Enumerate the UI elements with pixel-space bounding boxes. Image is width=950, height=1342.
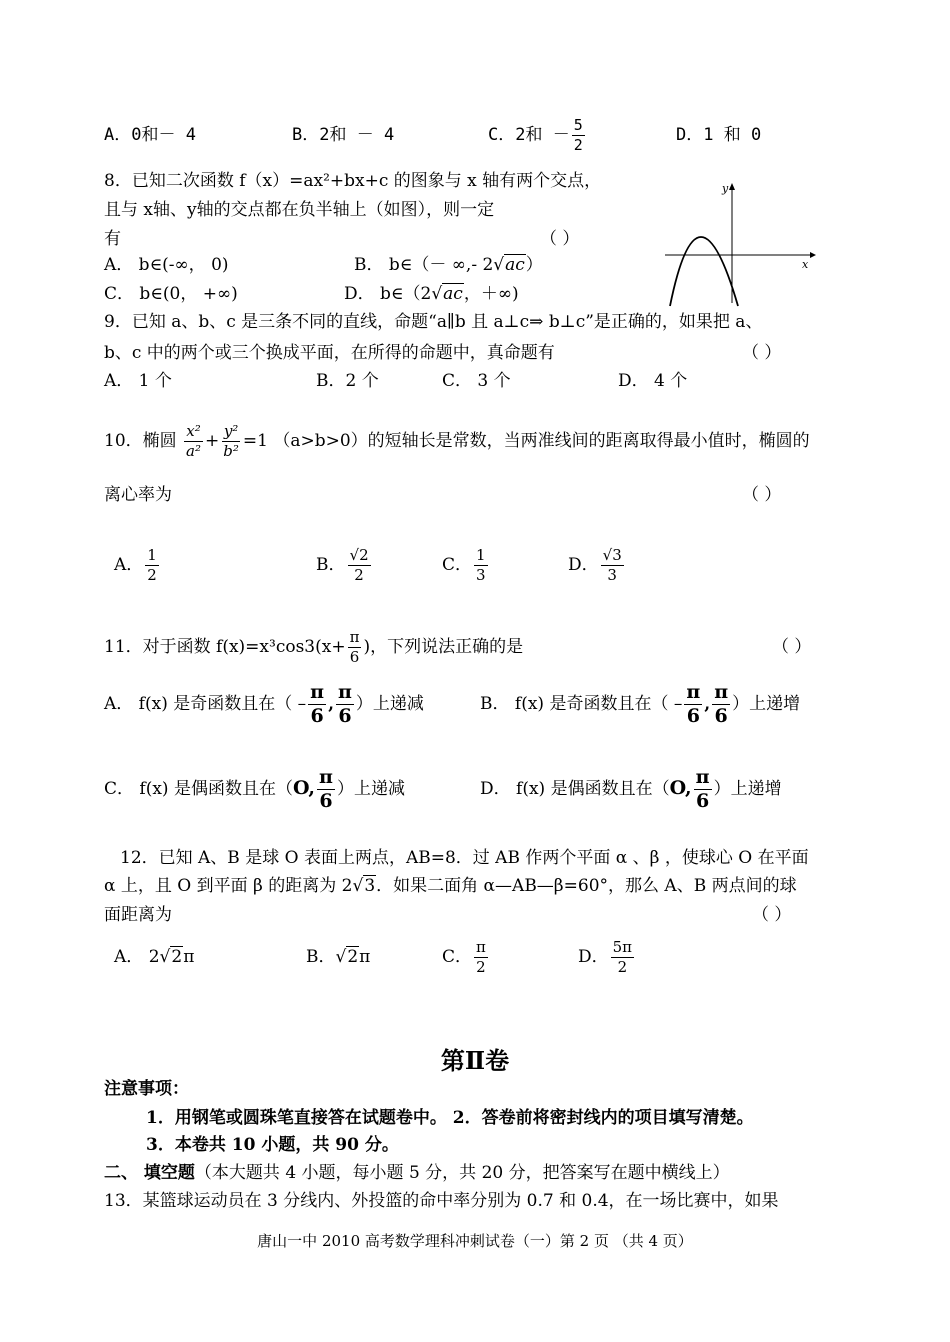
q8-answer-paren: （ ） xyxy=(540,229,580,249)
q10-option-b xyxy=(316,540,373,590)
q10-prefix: 10．椭圆 xyxy=(104,431,177,451)
graph-x-arrow xyxy=(810,252,816,258)
q11-b-frac2 xyxy=(712,681,730,728)
q12-d-den: 2 xyxy=(617,958,628,976)
q11-prefix: 11．对于函数 f(x)=x³cos3(x+ xyxy=(104,637,346,657)
q10-d-den: 3 xyxy=(607,566,617,584)
q9-option-c: C． 3 个 xyxy=(442,371,511,391)
q12-line-3: 面距离为 xyxy=(104,905,172,925)
q10-c-num: 1 xyxy=(476,546,486,564)
q10-line-1 xyxy=(104,416,810,466)
q8-option-c: C． b∈(0， +∞) xyxy=(104,284,238,304)
q12-b-sqrt: √2 xyxy=(335,947,359,967)
q10-a-num: 1 xyxy=(147,546,157,564)
q10-b-radicand: 2 xyxy=(359,546,369,564)
q10-option-d-label: D． xyxy=(568,555,599,575)
q11-a-frac2 xyxy=(336,681,354,728)
q12-option-c xyxy=(442,932,490,982)
q11-c-zero: O, xyxy=(292,777,316,799)
notes-heading: 注意事项： xyxy=(104,1079,189,1099)
q11-c-suffix: ）上递减 xyxy=(336,779,405,799)
q8-option-d-radicand: ac xyxy=(443,284,463,304)
q11-answer-paren: （ ） xyxy=(772,637,812,657)
q9-line-1: 9．已知 a、b、c 是三条不同的直线，命题“a∥b 且 a⊥c⇒ b⊥c”是正确的，如果把 a、 xyxy=(104,312,763,332)
q10-x2: x² xyxy=(186,422,201,440)
q11-a-frac1-den: 6 xyxy=(310,705,324,727)
q11-c-frac xyxy=(317,766,335,813)
q9-line-2: b、c 中的两个或三个换成平面，在所得的命题中，真命题有 xyxy=(104,343,555,363)
q10-option-a-label: A． xyxy=(114,555,144,575)
q12-b-label: B． xyxy=(306,947,336,967)
q9-option-a: A． 1 个 xyxy=(104,371,172,391)
q11-pi-six xyxy=(348,628,362,667)
q11-six: 6 xyxy=(349,648,360,666)
q11-b-frac1-num: π xyxy=(686,681,701,703)
q7-c-num: 5 xyxy=(573,115,583,134)
q7-option-c-fraction xyxy=(572,116,585,155)
q11-b-frac1 xyxy=(684,681,702,728)
q11-a-frac1-num: π xyxy=(310,681,325,703)
q11-c-prefix: C． f(x) 是偶函数且在（ xyxy=(104,779,293,799)
q8-option-a: A． b∈(-∞， 0) xyxy=(104,255,229,275)
q11-pi: π xyxy=(349,628,360,646)
q12-c-den: 2 xyxy=(476,958,486,976)
q7-option-d: D．1 和 0 xyxy=(676,125,762,145)
q10-x-fraction xyxy=(184,422,203,461)
q11-c-frac-num: π xyxy=(319,766,333,788)
q12-a-coef: 2 xyxy=(148,947,160,967)
q10-option-b-fraction xyxy=(348,546,371,585)
q11-d-prefix: D． f(x) 是偶函数且在（ xyxy=(480,779,670,799)
q9-option-d: D． 4 个 xyxy=(618,371,688,391)
q8-option-b-prefix: B． b∈（－ ∞,- 2 xyxy=(354,255,494,275)
q12-line-2-prefix: α 上，且 O 到平面 β 的距离为 2 xyxy=(104,876,353,896)
q11-b-frac1-den: 6 xyxy=(686,705,700,727)
q11-line-1 xyxy=(104,622,523,672)
q11-d-frac-den: 6 xyxy=(696,790,710,812)
q12-sqrt3: √3 xyxy=(352,876,376,896)
graph-y-label: y xyxy=(722,182,729,195)
q10-eq: =1 xyxy=(242,431,268,451)
q11-d-frac-num: π xyxy=(695,766,710,788)
q11-b-suffix: ）上递增 xyxy=(732,694,801,714)
q12-line-2-suffix: ．如果二面角 α—AB—β=60°，那么 A、B 两点间的球 xyxy=(376,876,797,896)
q12-b-radicand: 2 xyxy=(347,947,359,967)
q10-line-2: 离心率为 xyxy=(104,485,172,505)
q12-sqrt3-radicand: 3 xyxy=(364,876,376,896)
q13-line-1: 13．某篮球运动员在 3 分线内、外投篮的命中率分别为 0.7 和 0.4，在一场比赛中，如果 xyxy=(104,1191,779,1211)
q11-c-frac-den: 6 xyxy=(319,790,333,812)
q10-a-den: 2 xyxy=(147,566,157,584)
q11-d-frac xyxy=(694,766,712,813)
q12-a-radicand: 2 xyxy=(171,947,183,967)
q12-d-frac xyxy=(611,938,634,977)
q12-option-a xyxy=(114,944,194,970)
q8-option-d-suffix: ，＋∞) xyxy=(463,284,519,304)
q11-a-frac1 xyxy=(308,681,326,728)
q10-d-num: √3 xyxy=(602,546,622,564)
q10-a2: a² xyxy=(186,442,202,460)
note-1: 1．用钢笔或圆珠笔直接答在试题卷中。 2．答卷前将密封线内的项目填写清楚。 xyxy=(146,1108,754,1128)
q11-a-suffix: ）上递减 xyxy=(355,694,424,714)
q12-b-pi: π xyxy=(359,947,371,967)
page-footer: 唐山一中 2010 高考数学理科冲刺试卷（一）第 2 页 （共 4 页） xyxy=(257,1232,693,1250)
q10-plus: + xyxy=(205,431,220,451)
q11-d-zero: O, xyxy=(669,777,692,799)
q12-a-pi: π xyxy=(183,947,195,967)
q10-option-c-fraction xyxy=(474,546,488,585)
q7-c-den: 2 xyxy=(573,135,583,154)
q11-a-prefix: A． f(x) 是奇函数且在（ – xyxy=(104,694,307,714)
q9-option-b: B．2 个 xyxy=(316,371,379,391)
q7-option-b: B．2和 － 4 xyxy=(292,125,395,145)
q8-line-2: 且与 x轴、y轴的交点都在负半轴上（如图），则一定 xyxy=(104,200,495,220)
q10-option-a xyxy=(114,540,161,590)
q12-a-label: A． xyxy=(114,947,144,967)
q10-option-c xyxy=(442,540,490,590)
q12-line-2 xyxy=(104,875,797,897)
note-2: 3．本卷共 10 小题，共 90 分。 xyxy=(146,1135,399,1155)
q12-option-d xyxy=(578,932,636,982)
q12-a-sqrt: √2 xyxy=(159,947,183,967)
q8-option-b-radicand: ac xyxy=(505,255,525,275)
q11-option-b xyxy=(480,678,800,730)
q11-option-a xyxy=(104,678,424,730)
q9-answer-paren: （ ） xyxy=(742,343,782,363)
q10-option-b-label: B． xyxy=(316,555,346,575)
q11-b-frac2-num: π xyxy=(714,681,729,703)
q8-line-3: 有 xyxy=(104,229,121,249)
q11-b-frac2-den: 6 xyxy=(714,705,728,727)
q12-c-num: π xyxy=(476,938,486,956)
q10-y2: y² xyxy=(223,422,239,440)
section-description: （本大题共 4 小题，每小题 5 分，共 20 分，把答案写在题中横线上） xyxy=(194,1163,730,1183)
q10-suffix: （a>b>0）的短轴长是常数，当两准线间的距离取得最小值时，椭圆的 xyxy=(273,431,810,451)
q12-line-1: 12．已知 A、B 是球 O 表面上两点，AB=8．过 AB 作两个平面 α 、β ，使球心 O 在平面 xyxy=(120,848,809,868)
section-fill-in xyxy=(104,1162,730,1184)
q10-b-num: √2 xyxy=(349,546,369,564)
q10-y-fraction xyxy=(221,422,241,461)
q8-option-b-suffix: ） xyxy=(525,255,543,275)
q8-line-1: 8．已知二次函数 f（x）=ax²+bx+c 的图象与 x 轴有两个交点， xyxy=(104,171,602,191)
q11-b-comma: , xyxy=(704,694,711,714)
q10-answer-paren: （ ） xyxy=(742,485,782,505)
q11-option-c xyxy=(104,762,405,815)
q11-b-prefix: B． f(x) 是奇函数且在（ – xyxy=(480,694,683,714)
graph-parabola xyxy=(670,237,738,306)
q11-d-suffix: ）上递增 xyxy=(713,779,782,799)
q8-parabola-graph xyxy=(660,178,820,308)
q10-d-radicand: 3 xyxy=(612,546,622,564)
q10-option-d xyxy=(568,540,626,590)
q10-option-d-fraction xyxy=(601,546,624,585)
q12-d-num: 5π xyxy=(612,938,633,956)
q10-option-c-label: C． xyxy=(442,555,473,575)
section-label: 二、 填空题 xyxy=(104,1163,195,1183)
graph-x-label: x xyxy=(802,258,809,271)
q10-b-den: 2 xyxy=(354,566,364,584)
q8-option-b-sqrt: √ac xyxy=(493,255,525,275)
q12-c-frac xyxy=(474,938,488,977)
q7-option-a: A．0和－ 4 xyxy=(104,125,196,145)
q11-a-frac2-den: 6 xyxy=(338,705,352,727)
q12-option-b xyxy=(306,944,370,970)
q10-option-a-fraction xyxy=(145,546,159,585)
q12-c-label: C． xyxy=(442,947,473,967)
part2-title: 第Ⅱ卷 xyxy=(440,1046,510,1075)
q8-option-d xyxy=(344,283,519,305)
graph-y-arrow xyxy=(729,183,735,190)
q10-b2: b² xyxy=(223,442,239,460)
q11-suffix: )，下列说法正确的是 xyxy=(363,637,524,657)
q11-a-comma: , xyxy=(328,694,334,714)
q12-d-label: D． xyxy=(578,947,609,967)
q7-option-c xyxy=(488,110,587,160)
q8-option-b xyxy=(354,254,543,276)
q11-option-d xyxy=(480,762,782,815)
q8-option-d-prefix: D． b∈（2 xyxy=(344,284,432,304)
q10-c-den: 3 xyxy=(476,566,486,584)
q7-option-c-prefix: C．2和 － xyxy=(488,125,570,145)
q8-option-d-sqrt: √ac xyxy=(431,284,463,304)
q11-a-frac2-num: π xyxy=(337,681,352,703)
q12-answer-paren: （ ） xyxy=(752,905,792,925)
